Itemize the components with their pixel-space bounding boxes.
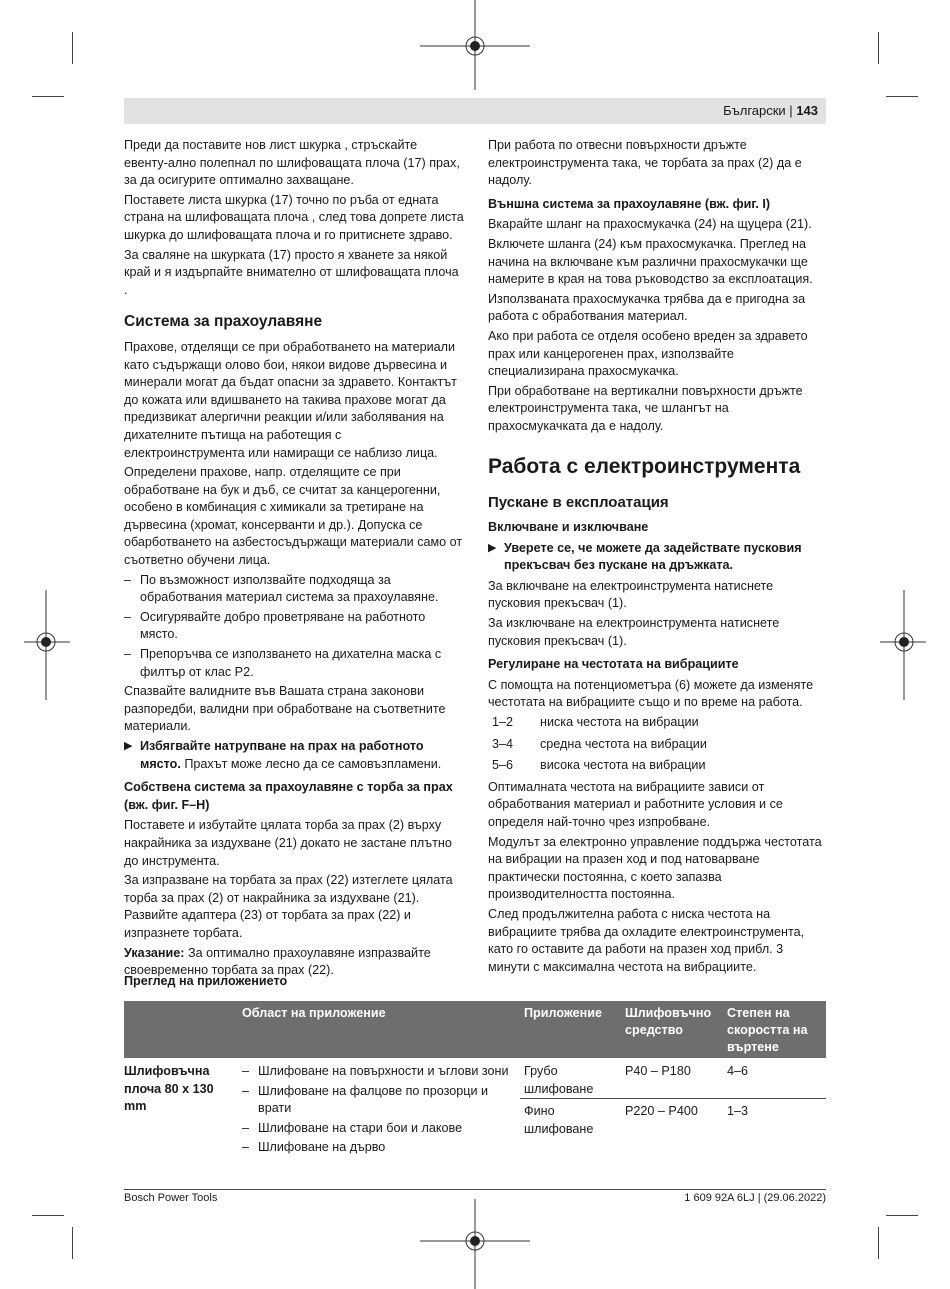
on-paragraph: За включване на електроинструмента натиснете пусковия прекъсвач (1). [488,578,774,611]
list-item: – Шлифоване на дърво [242,1140,386,1155]
table-cell: Грубо шлифоване [524,1064,594,1096]
page-number: 143 [796,103,818,118]
registration-mark-bottom [420,1199,530,1289]
intro-paragraph: Поставете листа шкурка (17) точно по ръба от едната страна на шлифоващата плоча , след това допрете листа шкурка до шлифоващата плоча и го притиснете здраво. [124,192,464,242]
crop-mark [72,32,73,64]
vibration-paragraph: След продължителна работа с ниска честота на вибрациите трябва да охладите електроинструмента, като го оставите да работи на празен ход прибл. 3 минути с максимална честота на вибрациите. [488,906,805,974]
work-heading: Работа с електроинструмента [488,454,801,478]
footer-doc-number: 1 609 92A 6LJ | (29.06.2022) [684,1192,826,1204]
table-cell: 4–6 [727,1064,749,1078]
external-paragraph: Използваната прахосмукачка трябва да е пригодна за работа с обработвания материал. [488,291,806,324]
external-paragraph: При обработване на вертикални повърхности дръжте електроинструмента така, че шлангът на прахосмукачката да е надолу. [488,383,803,433]
table-cell: P220 – P400 [625,1104,698,1118]
list-item: – Осигурявайте добро проветряване на работното място. [124,609,426,642]
own-system-paragraph: За изпразване на торбата за прах (22) изтеглете цялата торба за прах (2) от накрайника за издухване (21). Развийте адаптера (23) от торбата за прах (22) и изпразнете торбата. [124,873,453,940]
own-system-paragraph: Поставете и избутайте цялата торба за прах (2) върху накрайника за издухване (21) докато не застане плътно до инструмента. [124,818,452,868]
header-area: Област на приложение [242,1006,386,1020]
left-column [124,137,464,982]
header-abrasive: Шлифовъчно средство [625,1006,712,1037]
registration-mark-left [24,590,70,700]
intro-paragraph: За сваляне на шкурката (17) просто я хванете за някой край и я издърпайте внимателно от шлифоващата плоча . [124,247,459,297]
startup-heading: Пускане в експлоатация [488,493,669,511]
crop-mark [878,32,879,64]
table-header [124,1001,826,1058]
right-column [488,137,828,978]
dust-paragraph: Прахове, отделящи се при обработването на материали като съдържащи олово бои, някои видове дървесина и минерали могат да бъдат опасни за здравето. Контактът до кожата или вдишването на такива прахове могат да предизвикат алергични реакции и/или заболявания на дихателните пътища на работещия с електроинструмента или намиращи се наблизо лица. [124,339,457,460]
crop-mark [878,1227,879,1259]
dust-warning: ▶ Избягвайте натрупване на прах на работното място. Прахът може лесно да се самовъзпламени. [124,739,442,771]
external-paragraph: Включете шланга (24) към прахосмукачка. Преглед на начина на включване към различни прахосмукачки ще намерите в края на това ръководство за експлоатация. [488,236,813,287]
crop-mark [886,96,918,97]
vertical-note: При работа по отвесни повърхности дръжте електроинструмента така, че торбата за прах (2) да е надолу. [488,138,802,188]
note-paragraph: Указание: За оптимално прахоулавяне изпразвайте своевременно торбата за прах (22). [124,945,431,978]
external-paragraph: Ако при работа се отделя особено вреден за здравето прах или канцерогенен прах, използвайте специализирана прахосмукачка. [488,328,808,379]
own-system-heading: Собствена система за прахоулавяне с торба за прах (вж. фиг. F–H) [124,780,453,812]
external-heading: Външна система за прахоулавяне (вж. фиг. I) [488,196,771,211]
dust-heading: Система за прахоулавяне [124,313,323,331]
list-item: – Шлифоване на фалцове по прозорци и врати [242,1083,489,1116]
tool-cell: Шлифовъчна плоча 80 x 130 mm [124,1064,214,1114]
vibration-paragraph: Оптималната честота на вибрациите зависи от обработвания материал и работните условия и се определя най-точно чрез изпробване. [488,779,783,829]
list-item: – Шлифоване на повърхности и ъглови зони [242,1064,509,1078]
regulations-paragraph: Спазвайте валидните във Вашата страна законови разпоредби, валидни при обработване на съответните материали. [124,684,446,734]
crop-mark [32,1215,64,1216]
intro-paragraph: Преди да поставите нов лист шкурка , стръскайте евенту-ално полепнал по шлифоващата плоча (17) прах, за да осигурите оптимално захващане. [124,138,460,188]
onoff-heading: Включване и изключване [488,520,649,535]
table-cell: P40 – P180 [625,1064,691,1078]
triangle-right-icon: ▶ [488,541,497,554]
crop-mark [72,1227,73,1259]
triangle-right-icon: ▶ [124,740,133,752]
page-header: Български | 143 [124,98,826,124]
registration-mark-right [880,590,926,700]
dust-paragraph: Определени прахове, напр. отделящите се при обработване на бук и дъб, се считат за канцерогенни, особено в комбинация с химикали за третиране на дървесина (хромат, консерванти и др.). Допуска се обарботването на азбестосъдържащи материали само от съответно обучени лица. [124,465,463,568]
list-item: – Препоръчва се използването на дихателна маска с филтър от клас Р2. [124,647,442,679]
registration-mark-top [420,0,530,90]
header-language: Български [723,103,786,118]
header-application: Приложение [524,1006,602,1020]
vibration-intro: С помощта на потенциометъра (6) можете да изменяте честотата на вибрациите също и по време на работа. [488,677,814,710]
table-cell: 1–3 [727,1104,749,1118]
vibration-heading: Регулиране на честотата на вибрациите [488,657,739,672]
crop-mark [32,96,64,97]
level-row: 3–4 средна честота на вибрации [492,736,707,751]
list-item: – По възможност използвайте подходяща за обработвания материал система за прахоулавяне. [124,572,439,605]
footer-brand: Bosch Power Tools [124,1192,218,1204]
level-row: 5–6 висока честота на вибрации [492,758,706,773]
level-row: 1–2 ниска честота на вибрации [492,715,699,730]
off-paragraph: За изключване на електроинструмента натиснете пусковия прекъсвач (1). [488,616,780,648]
areas-cell [242,1063,514,1159]
onoff-warning: ▶ Уверете се, че можете да задействате пусковия прекъсвач без пускане на дръжката. [488,540,802,573]
list-item: – Шлифоване на стари бои и лакове [242,1120,463,1135]
row-divider [520,1098,826,1099]
footer-rule [124,1189,826,1190]
header-speed: Степен на скоростта на въртене [727,1006,808,1054]
table-cell: Фино шлифоване [524,1104,594,1136]
crop-mark [886,1215,918,1216]
vibration-paragraph: Модулът за електронно управление поддържа честотата на вибрации на празен ход и под натоварване практически постоянна, с което запазва производителността постоянна. [488,834,822,902]
table-title: Преглед на приложението [124,974,288,988]
external-paragraph: Вкарайте шланг на прахосмукачка (24) на щуцера (21). [488,217,812,232]
